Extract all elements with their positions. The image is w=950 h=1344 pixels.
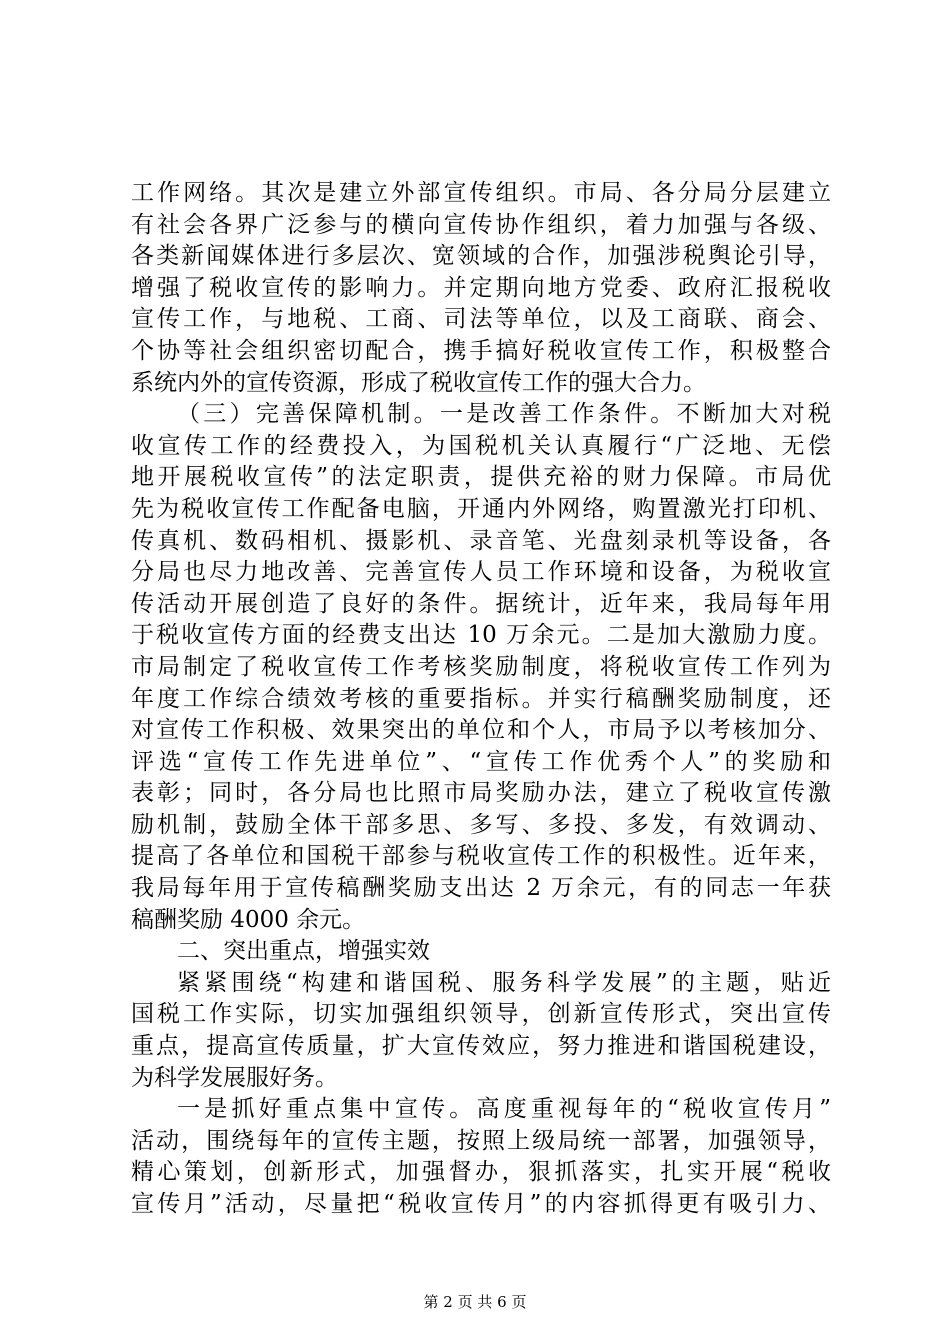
text-line: 国税工作实际，切实加强组织领导，创新宣传形式，突出宣传 bbox=[131, 1001, 831, 1028]
text-line: 系统内外的宣传资源，形成了税收宣传工作的强大合力。 bbox=[131, 369, 706, 396]
text-line: 紧紧围绕“构建和谐国税、服务科学发展”的主题，贴近 bbox=[177, 969, 831, 996]
text-line: 增强了税收宣传的影响力。并定期向地方党委、政府汇报税收 bbox=[131, 274, 831, 301]
page-footer: 第 2 页 共 6 页 bbox=[423, 1293, 527, 1311]
text-line: 有社会各界广泛参与的横向宣传协作组织，着力加强与各级、 bbox=[131, 211, 831, 238]
text-line: 传真机、数码相机、摄影机、录音笔、光盘刻录机等设备，各 bbox=[131, 527, 831, 554]
text-line: （三）完善保障机制。一是改善工作条件。不断加大对税 bbox=[177, 401, 831, 428]
text-line: 活动，围绕每年的宣传主题，按照上级局统一部署，加强领导， bbox=[131, 1127, 831, 1154]
text-line: 先为税收宣传工作配备电脑，开通内外网络，购置激光打印机、 bbox=[131, 495, 831, 522]
text-line: 收宣传工作的经费投入，为国税机关认真履行“广泛地、无偿 bbox=[131, 432, 831, 459]
text-line: 稿酬奖励 4000 余元。 bbox=[131, 906, 366, 933]
text-line: 二、突出重点，增强实效 bbox=[177, 938, 430, 965]
text-line: 励机制，鼓励全体干部多思、多写、多投、多发，有效调动、 bbox=[131, 811, 831, 838]
document-body bbox=[131, 178, 831, 1221]
text-line: 宣传月”活动，尽量把“税收宣传月”的内容抓得更有吸引力、 bbox=[131, 1191, 831, 1217]
text-line: 传活动开展创造了良好的条件。据统计，近年来，我局每年用 bbox=[131, 590, 831, 617]
text-line: 工作网络。其次是建立外部宣传组织。市局、各分局分层建立 bbox=[131, 180, 831, 206]
text-line: 重点，提高宣传质量，扩大宣传效应，努力推进和谐国税建设， bbox=[131, 1033, 831, 1060]
text-line: 宣传工作，与地税、工商、司法等单位，以及工商联、商会、 bbox=[131, 306, 831, 333]
text-line: 分局也尽力地改善、完善宣传人员工作环境和设备，为税收宣 bbox=[131, 559, 831, 586]
text-line: 个协等社会组织密切配合，携手搞好税收宣传工作，积极整合 bbox=[131, 337, 831, 364]
text-line: 精心策划，创新形式，加强督办，狠抓落实，扎实开展“税收 bbox=[131, 1159, 831, 1186]
text-line: 年度工作综合绩效考核的重要指标。并实行稿酬奖励制度，还 bbox=[131, 685, 831, 712]
text-line: 评选“宣传工作先进单位”、“宣传工作优秀个人”的奖励和 bbox=[131, 748, 831, 775]
text-line: 于税收宣传方面的经费支出达 10 万余元。二是加大激励力度。 bbox=[131, 622, 831, 649]
text-line: 提高了各单位和国税干部参与税收宣传工作的积极性。近年来， bbox=[131, 843, 831, 870]
text-line: 表彰；同时，各分局也比照市局奖励办法，建立了税收宣传激 bbox=[131, 780, 831, 807]
text-line: 各类新闻媒体进行多层次、宽领域的合作，加强涉税舆论引导， bbox=[131, 243, 831, 270]
text-line: 地开展税收宣传”的法定职责，提供充裕的财力保障。市局优 bbox=[131, 464, 831, 491]
text-line: 我局每年用于宣传稿酬奖励支出达 2 万余元，有的同志一年获 bbox=[131, 875, 831, 902]
text-line: 一是抓好重点集中宣传。高度重视每年的“税收宣传月” bbox=[177, 1096, 831, 1123]
text-line: 为科学发展服好务。 bbox=[131, 1064, 338, 1091]
text-line: 市局制定了税收宣传工作考核奖励制度，将税收宣传工作列为 bbox=[131, 653, 831, 680]
text-line: 对宣传工作积极、效果突出的单位和个人，市局予以考核加分、 bbox=[131, 717, 831, 744]
